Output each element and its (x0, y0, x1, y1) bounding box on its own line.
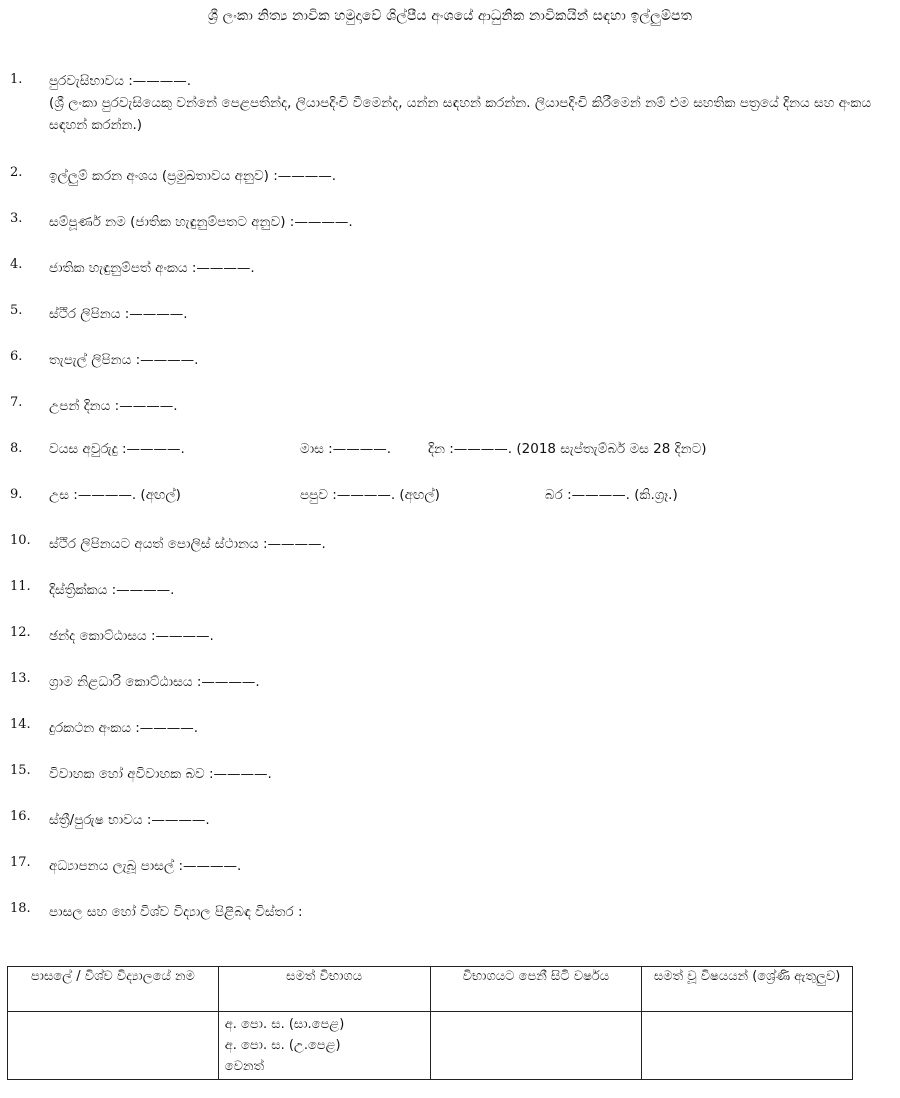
police-station-field[interactable]: ස්ථිර ලිපිනයට අයත් පොලිස් ස්ථානය :————. (49, 536, 326, 552)
item-number: 12. (10, 625, 31, 640)
item-number: 15. (10, 763, 31, 778)
nic-number-field[interactable]: ජාතික හැඳුනුම්පත් අංකය :————. (49, 260, 255, 276)
table-row (8, 1012, 853, 1080)
column-header-school: පාසලේ / විශ්ව විද්‍යාලයේ නම (8, 967, 219, 1012)
gn-division-field[interactable]: ග්‍රාම නිළධාරි කොට්ඨාසය :————. (49, 674, 260, 690)
subjects-cell[interactable] (642, 1012, 853, 1080)
citizenship-note: (ශ්‍රී ලංකා පුරවැසියෙකු වන්නේ පෙළපතින්ද, ලියාපදිංචි වීමෙන්ද, යන්න සඳහන් කරන්න. ලියාපදිංචි කිරීමෙන් නම් එම සහතික පත්‍රයේ දිනය සහ අංකය සඳහන් කරන්න.) (49, 95, 872, 133)
citizenship-field[interactable]: පුරවැසිභාවය :————. (49, 73, 192, 89)
item-number: 2. (10, 165, 23, 180)
exam-cell (218, 1012, 430, 1080)
chest-field[interactable]: පපුව :————. (අඟල්) (300, 487, 440, 503)
electorate-field[interactable]: ඡන්ද කොට්ඨාසය :————. (49, 628, 214, 644)
item-number: 5. (10, 303, 23, 318)
gender-field[interactable]: ස්ත්‍රී/පුරුෂ භාවය :————. (49, 812, 210, 828)
district-field[interactable]: දිස්ත්‍රික්කය :————. (49, 582, 175, 598)
item-number: 9. (10, 487, 23, 502)
age-days-field[interactable]: දින :————. (2018 සැප්තැම්බර් මස 28 දිනට) (428, 441, 707, 457)
form-title: ශ්‍රී ලංකා නිත්‍ය නාවික හමුදාවේ ශිල්පීය අංශයේ ආධුනික නාවිකයින් සඳහා ඉල්ලුම්පත (207, 8, 693, 24)
phone-field[interactable]: දුරකථන අංකය :————. (49, 720, 199, 736)
item-number: 14. (10, 717, 31, 732)
item-number: 3. (10, 211, 23, 226)
age-months-field[interactable]: මාස :————. (300, 441, 391, 457)
schools-field[interactable]: අධ්‍යාපනය ලැබූ පාසල් :————. (49, 858, 242, 874)
column-header-exam: සමත් විභාගය (218, 967, 430, 1012)
item-number: 4. (10, 257, 23, 272)
table-header-row (8, 967, 853, 1012)
item-number: 7. (10, 395, 23, 410)
applied-sector-field[interactable]: ඉල්ලුම් කරන අංශය (ප්‍රමුඛතාවය අනුව) :————. (49, 168, 337, 184)
exam-other: වෙනත් (224, 1059, 265, 1074)
item-number: 17. (10, 855, 31, 870)
item-number: 13. (10, 671, 31, 686)
marital-status-field[interactable]: විවාහක හෝ අවිවාහක බව :————. (49, 766, 272, 782)
height-field[interactable]: උස :————. (අඟල්) (49, 487, 181, 503)
item-number: 6. (10, 349, 23, 364)
item-number: 11. (10, 579, 31, 594)
item-number: 16. (10, 809, 31, 824)
item-number: 1. (10, 72, 23, 87)
full-name-field[interactable]: සම්පූර්ණ නම (ජාතික හැඳුනුම්පතට අනුව) :————. (49, 214, 353, 230)
column-header-subjects: සමත් වූ විෂයයන් (ශ්‍රේණි ඇතුලුව) (642, 967, 853, 1012)
exam-al: අ. පො. ස. (උ.පෙළ) (224, 1038, 341, 1053)
permanent-address-field[interactable]: ස්ථිර ලිපිනය :————. (49, 306, 188, 322)
item-number: 8. (10, 441, 23, 456)
age-years-field[interactable]: වයස අවුරුදු :————. (49, 441, 185, 457)
weight-field[interactable]: බර :————. (කි.ග්‍රෑ.) (545, 487, 678, 503)
item-number: 10. (10, 533, 31, 548)
exam-year-cell[interactable] (430, 1012, 642, 1080)
education-table (7, 966, 853, 1080)
column-header-year: විභාගයට පෙනී සිටි වර්ෂය (430, 967, 642, 1012)
item-number: 18. (10, 901, 31, 916)
school-name-cell[interactable] (8, 1012, 219, 1080)
birth-date-field[interactable]: උපන් දිනය :————. (49, 398, 178, 414)
exam-ol: අ. පො. ස. (සා.පෙළ) (224, 1017, 345, 1032)
education-details-label: පාසල සහ හෝ විශ්ව විද්‍යාල පිළිබඳ විස්තර : (49, 904, 303, 920)
postal-address-field[interactable]: තැපැල් ලිපිනය :————. (49, 352, 199, 368)
